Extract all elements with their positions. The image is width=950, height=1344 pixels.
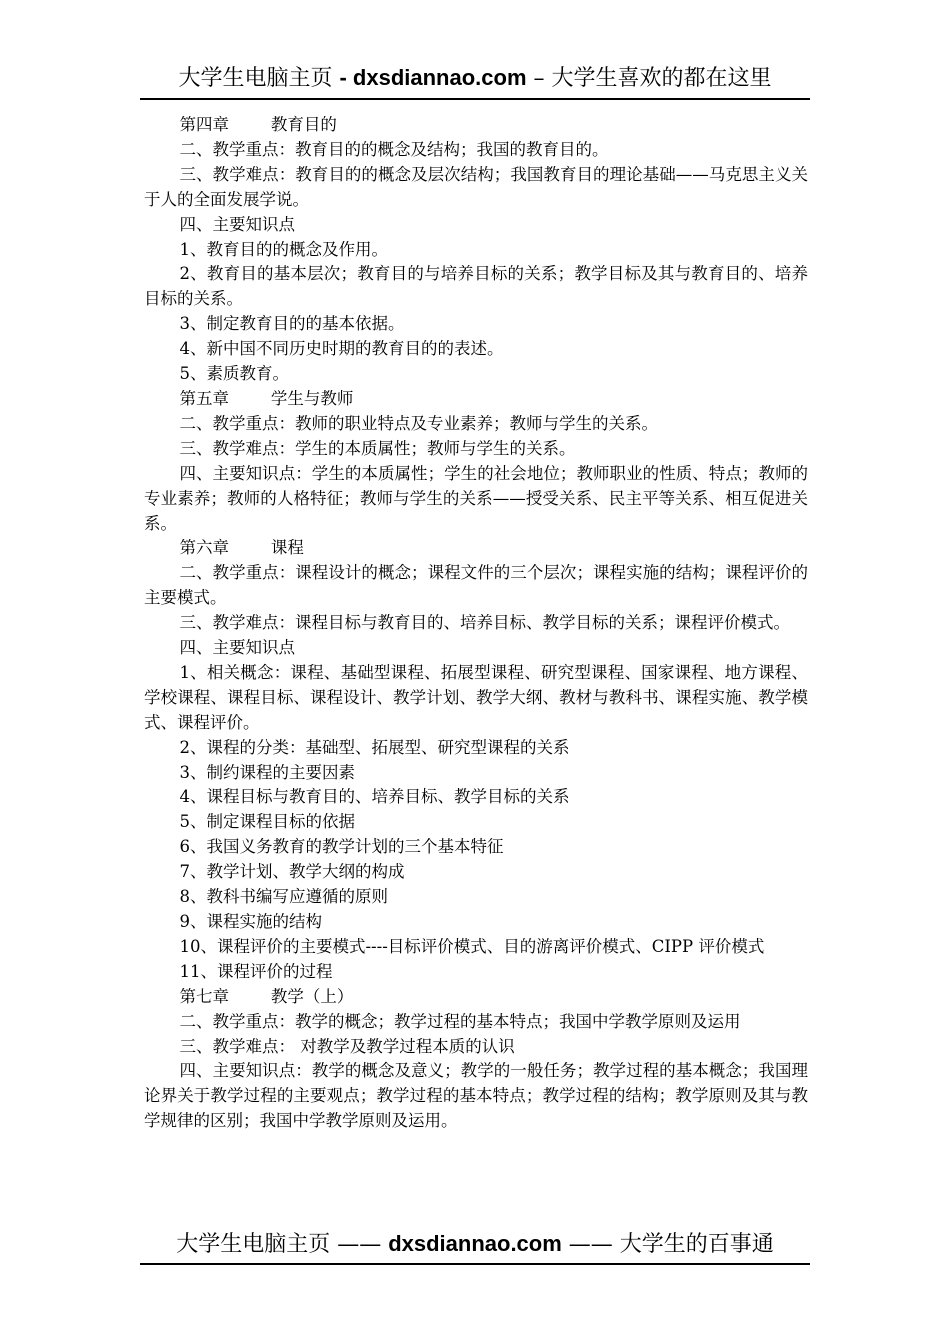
paragraph: 四、主要知识点：学生的本质属性；学生的社会地位；教师职业的性质、特点；教师的专业素养；教师的人格特征；教师与学生的关系——授受关系、民主平等关系、相互促进关系。 [144, 463, 808, 533]
document-body [144, 113, 808, 1134]
chapter-heading: 第七章 教学（上） [179, 986, 354, 1006]
paragraph: 三、教学难点：课程目标与教育目的、培养目标、教学目标的关系；课程评价模式。 [179, 613, 790, 633]
paragraph: 3、制定教育目的的基本依据。 [179, 314, 405, 334]
paragraph: 二、教学重点：课程设计的概念；课程文件的三个层次；课程实施的结构；课程评价的主要模式。 [144, 563, 808, 608]
paragraph: 2、课程的分类：基础型、拓展型、研究型课程的关系 [179, 737, 570, 757]
paragraph: 10、课程评价的主要模式----目标评价模式、目的游离评价模式、CIPP 评价模式 [179, 936, 765, 956]
page-header [140, 58, 810, 100]
header-right-text: – 大学生喜欢的都在这里 [526, 66, 772, 91]
paragraph: 8、教科书编写应遵循的原则 [179, 887, 388, 907]
paragraph: 二、教学重点：教育目的的概念及结构；我国的教育目的。 [179, 139, 609, 159]
footer-site-link[interactable]: dxsdiannao.com [388, 1231, 562, 1256]
chapter-heading: 第五章 学生与教师 [179, 388, 354, 408]
paragraph: 2、教育目的基本层次；教育目的与培养目标的关系；教学目标及其与教育目的、培养目标的关系。 [144, 264, 808, 309]
header-site-link[interactable]: - dxsdiannao.com [339, 65, 527, 90]
paragraph: 7、教学计划、教学大纲的构成 [179, 862, 405, 882]
chapter-heading: 第六章 课程 [179, 538, 304, 558]
paragraph: 1、相关概念：课程、基础型课程、拓展型课程、研究型课程、国家课程、地方课程、学校课程、课程目标、课程设计、教学计划、教学大纲、教材与教科书、课程实施、教学模式、课程评价。 [144, 662, 808, 732]
paragraph: 5、制定课程目标的依据 [179, 812, 355, 832]
paragraph: 6、我国义务教育的教学计划的三个基本特征 [179, 837, 504, 857]
paragraph: 11、课程评价的过程 [179, 961, 333, 981]
paragraph: 三、教学难点：学生的本质属性；教师与学生的关系。 [179, 438, 576, 458]
chapter-heading: 第四章 教育目的 [179, 115, 337, 134]
paragraph: 三、教学难点： 对教学及教学过程本质的认识 [179, 1036, 515, 1056]
paragraph: 二、教学重点：教学的概念；教学过程的基本特点；我国中学教学原则及运用 [179, 1011, 741, 1031]
header-left-text: 大学生电脑主页 [178, 66, 340, 91]
paragraph: 二、教学重点：教师的职业特点及专业素养；教师与学生的关系。 [179, 413, 658, 433]
paragraph: 4、课程目标与教育目的、培养目标、教学目标的关系 [179, 787, 570, 807]
paragraph: 四、主要知识点：教学的概念及意义；教学的一般任务；教学过程的基本概念；我国理论界关于教学过程的主要观点；教学过程的基本特点；教学过程的结构；教学原则及其与教学规律的区别；我国中学教学原则及运用。 [144, 1061, 808, 1131]
paragraph: 四、主要知识点 [179, 638, 295, 658]
paragraph: 三、教学难点：教育目的的概念及层次结构；我国教育目的理论基础——马克思主义关于人的全面发展学说。 [144, 164, 808, 209]
paragraph: 四、主要知识点 [179, 214, 295, 234]
footer-left-text: 大学生电脑主页 —— [176, 1232, 389, 1257]
paragraph: 1、教育目的的概念及作用。 [179, 239, 388, 259]
footer-right-text: —— 大学生的百事通 [561, 1232, 774, 1257]
paragraph: 9、课程实施的结构 [179, 912, 322, 931]
paragraph: 4、新中国不同历史时期的教育目的的表述。 [179, 339, 504, 359]
paragraph: 5、素质教育。 [179, 364, 289, 384]
page-footer [140, 1225, 810, 1265]
paragraph: 3、制约课程的主要因素 [179, 762, 355, 782]
